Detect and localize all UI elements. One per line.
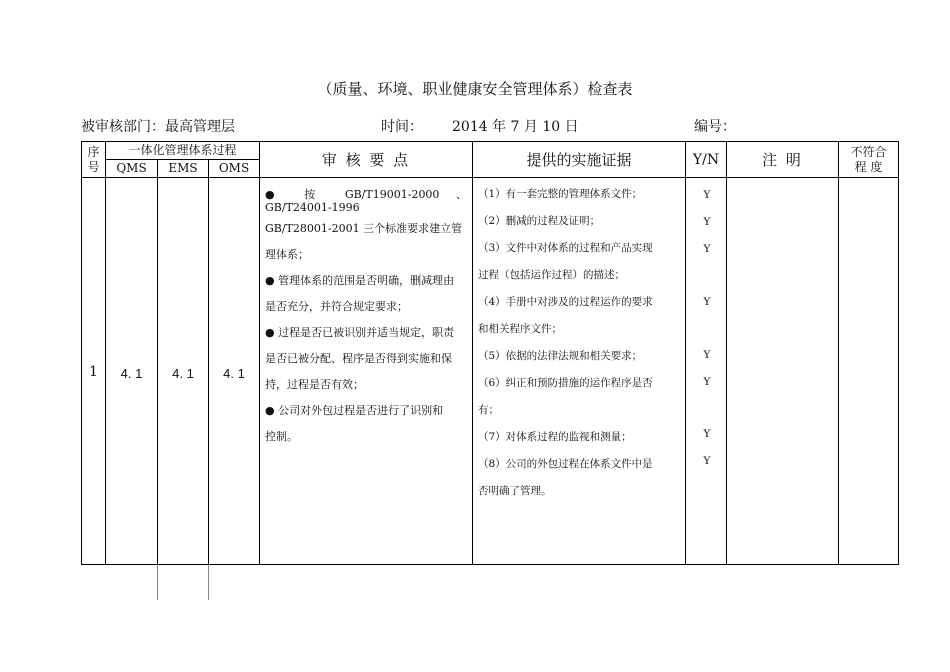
- audited-department: 被审核部门：最高管理层: [81, 119, 235, 135]
- evidence-line: （3）文件中对体系的过程和产品实现: [478, 242, 653, 254]
- time-label: 时间：: [381, 119, 423, 135]
- table-border-left: [81, 141, 82, 565]
- header-seq-top: 序: [87, 144, 100, 159]
- page-title: （质量、环境、职业健康安全管理体系）检查表: [317, 80, 633, 98]
- audit-date: 2014 年 7 月 10 日: [452, 119, 579, 135]
- evidence-line: （6）纠正和预防措施的运作程序是否: [478, 377, 653, 389]
- row-seq: 1: [89, 364, 98, 380]
- audit-point-line: GB/T28001-2001 三个标准要求建立管: [265, 222, 463, 235]
- column-divider: [838, 141, 839, 565]
- audit-point-line: ● 过程是否已被识别并适当规定，职责: [265, 326, 455, 339]
- number-label: 编号：: [694, 119, 736, 135]
- evidence-line: 过程（包括运作过程）的描述；: [478, 269, 625, 281]
- audit-point-line: ● 管理体系的范围是否明确，删减理由: [265, 274, 455, 287]
- header-yn: Y/N: [692, 151, 720, 168]
- column-divider: [685, 141, 686, 565]
- column-divider: [105, 141, 106, 565]
- faint-guide-line: [157, 565, 158, 600]
- header-oms: OMS: [218, 161, 250, 175]
- header-audit-points: 审 核 要 点: [321, 151, 411, 169]
- audit-points-list: [265, 188, 467, 443]
- yn-mark: Y: [703, 189, 711, 201]
- yn-mark: Y: [703, 349, 711, 361]
- yn-mark: Y: [703, 296, 711, 308]
- header-bottom-border: [81, 177, 899, 178]
- evidence-line: 否明确了管理。: [478, 485, 552, 497]
- evidence-line: （1）有一套完整的管理体系文件；: [478, 188, 643, 200]
- yn-mark: Y: [703, 376, 711, 388]
- header-seq-bottom: 号: [87, 159, 100, 174]
- evidence-line: （4）手册中对涉及的过程运作的要求: [478, 296, 653, 308]
- row-ems-clause: 4. 1: [172, 365, 194, 381]
- column-divider: [208, 159, 209, 565]
- row-qms-clause: 4. 1: [120, 365, 143, 381]
- evidence-line: （5）依据的法律法规和相关要求；: [478, 350, 643, 362]
- yn-mark: Y: [703, 243, 711, 255]
- evidence-list: [478, 188, 678, 498]
- column-divider: [472, 141, 473, 565]
- audit-point-line: 理体系；: [265, 248, 309, 261]
- column-divider: [157, 159, 158, 565]
- evidence-line: （7）对体系过程的监视和测量；: [478, 431, 632, 443]
- header-process-group: 一体化管理体系过程: [128, 143, 237, 157]
- audit-point-line: 是否已被分配、程序是否得到实施和保: [265, 352, 452, 365]
- header-ems: EMS: [168, 161, 198, 175]
- column-divider: [726, 141, 727, 565]
- header-seq: [82, 142, 105, 177]
- evidence-line: 和相关程序文件；: [478, 323, 562, 335]
- header-qms: QMS: [116, 161, 147, 175]
- row-oms-clause: 4. 1: [223, 365, 245, 381]
- header-nonconformity: [839, 142, 898, 177]
- audit-point-line: ● 公司对外包过程是否进行了识别和: [265, 404, 444, 417]
- table-border-right: [898, 141, 899, 565]
- audit-point-line: 持，过程是否有效；: [265, 378, 364, 391]
- header-nonconformity-bottom: 程 度: [854, 159, 883, 174]
- table-border-bottom: [81, 564, 899, 565]
- column-divider: [259, 141, 260, 565]
- evidence-line: 有；: [478, 404, 499, 416]
- evidence-line: （8）公司的外包过程在体系文件中是: [478, 458, 653, 470]
- audit-point-line: 控制。: [265, 430, 298, 443]
- yn-mark: Y: [703, 216, 711, 228]
- header-nonconformity-top: 不符合: [850, 144, 887, 159]
- yn-mark: Y: [703, 428, 711, 440]
- faint-guide-line: [208, 565, 209, 600]
- header-notes: 注 明: [762, 151, 803, 169]
- audit-point-line: ● 按 GB/T19001-2000 、 GB/T24001-1996: [265, 188, 467, 214]
- audit-point-line: 是否充分，并符合规定要求；: [265, 300, 408, 313]
- header-evidence: 提供的实施证据: [526, 151, 632, 169]
- evidence-line: （2）删减的过程及证明；: [478, 215, 601, 227]
- yn-mark: Y: [703, 455, 711, 467]
